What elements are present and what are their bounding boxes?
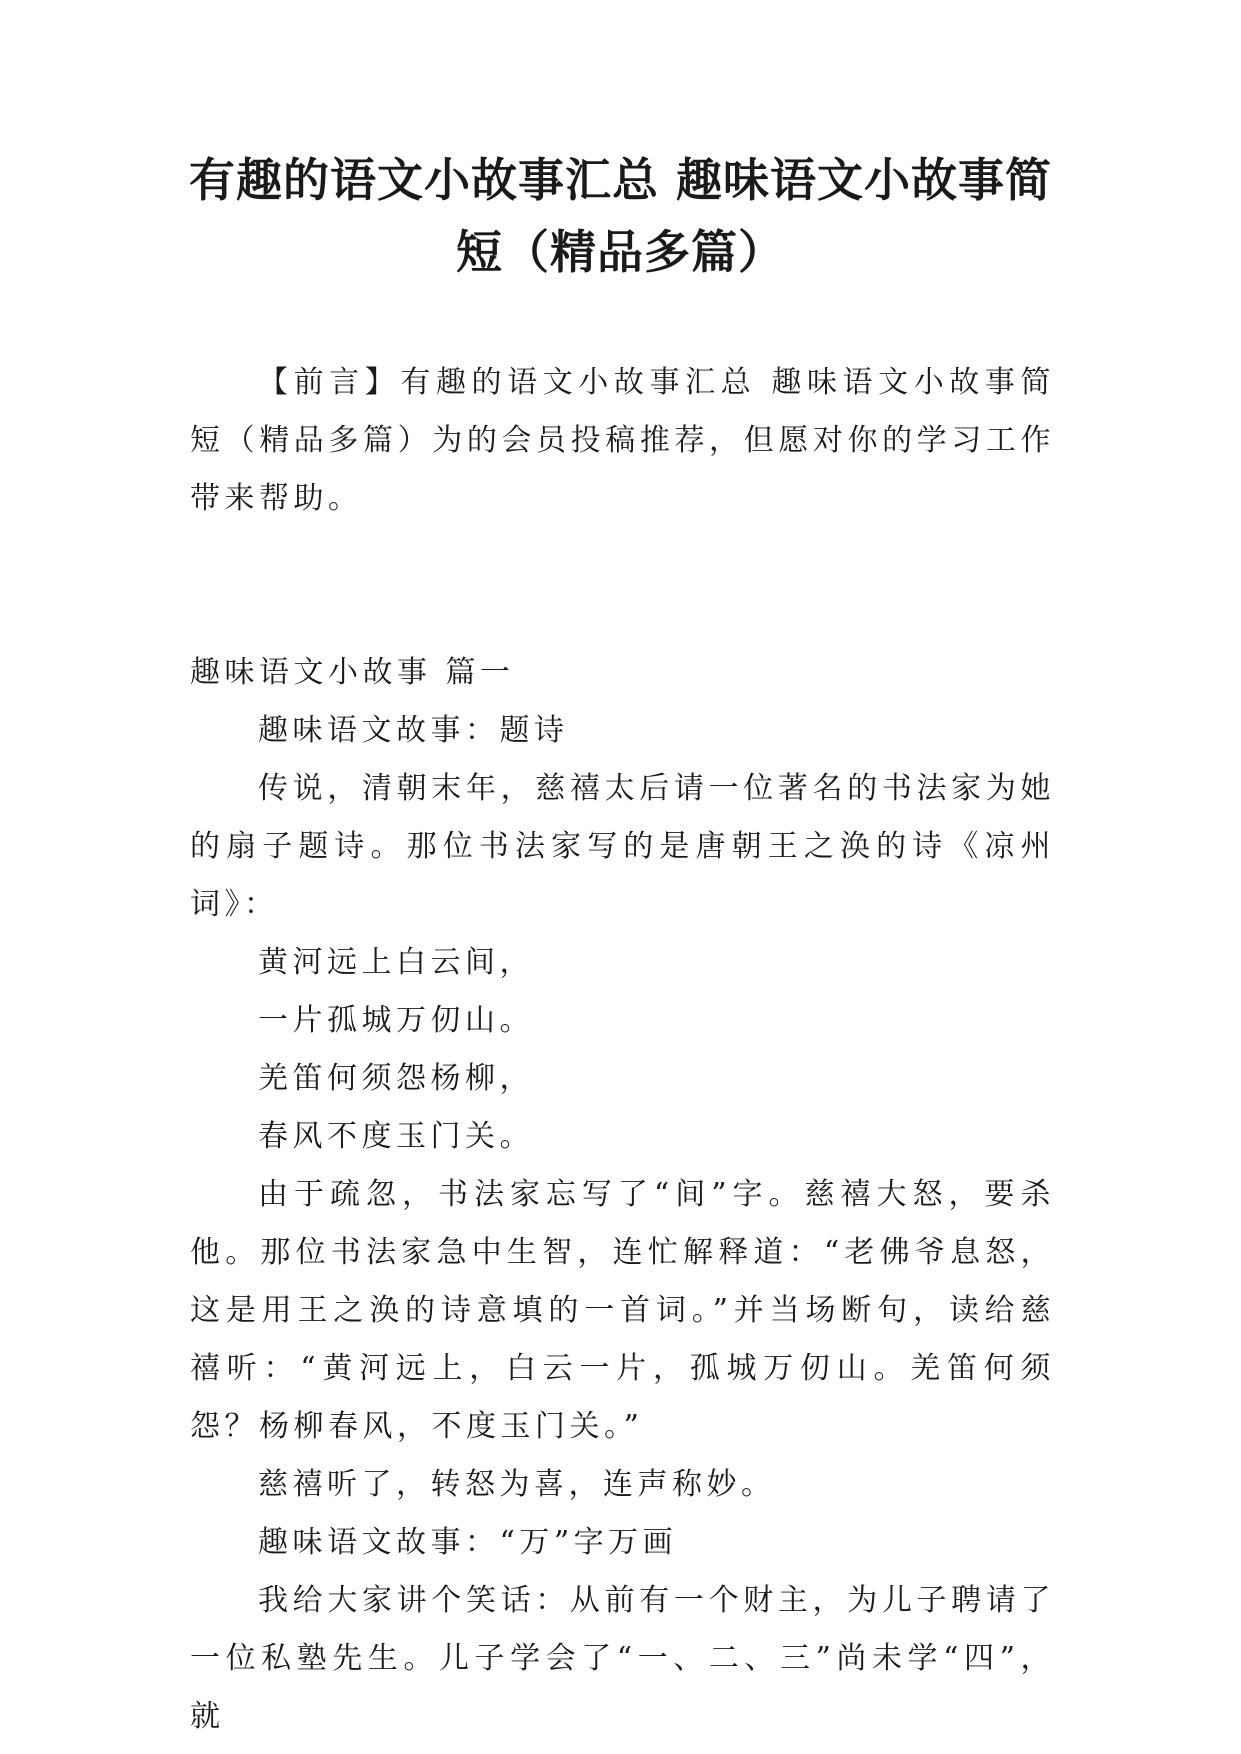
document-body bbox=[190, 354, 1055, 1746]
story-title: 趣味语文故事：“万”字万画 bbox=[258, 1525, 678, 1560]
poem-line: 羌笛何须怨杨柳， bbox=[258, 1061, 534, 1096]
poem-line: 春风不度玉门关。 bbox=[258, 1119, 534, 1154]
story-paragraph: 传说，清朝末年，慈禧太后请一位著名的书法家为她的扇子题诗。那位书法家写的是唐朝王之涣的诗《凉州词》： bbox=[190, 771, 1055, 922]
poem-line: 一片孤城万仞山。 bbox=[258, 1003, 534, 1038]
title-line-1: 有趣的语文小故事汇总 趣味语文小故事简 bbox=[188, 153, 1052, 207]
section-heading: 趣味语文小故事 篇一 bbox=[190, 655, 515, 690]
story-paragraph: 由于疏忽，书法家忘写了“间”字。慈禧大怒，要杀他。那位书法家急中生智，连忙解释道：“老佛爷息怒，这是用王之涣的诗意填的一首词。”并当场断句，读给慈禧听：“黄河远上，白云一片，孤城万仞山。羌笛何须怨？杨柳春风，不度玉门关。” bbox=[190, 1177, 1055, 1444]
story-title: 趣味语文故事：题诗 bbox=[258, 713, 569, 748]
title-line-2: 短（精品多篇） bbox=[456, 225, 785, 279]
preface-paragraph: 【前言】有趣的语文小故事汇总 趣味语文小故事简短（精品多篇）为的会员投稿推荐，但愿对你的学习工作带来帮助。 bbox=[190, 365, 1055, 516]
poem-line: 黄河远上白云间， bbox=[258, 945, 534, 980]
section-gap bbox=[190, 528, 1055, 644]
story-paragraph: 我给大家讲个笑话：从前有一个财主，为儿子聘请了一位私塾先生。儿子学会了“一、二、三”尚未学“四”，就 bbox=[190, 1583, 1055, 1734]
story-paragraph: 慈禧听了，转怒为喜，连声称妙。 bbox=[258, 1467, 776, 1502]
document-title bbox=[150, 144, 1091, 288]
